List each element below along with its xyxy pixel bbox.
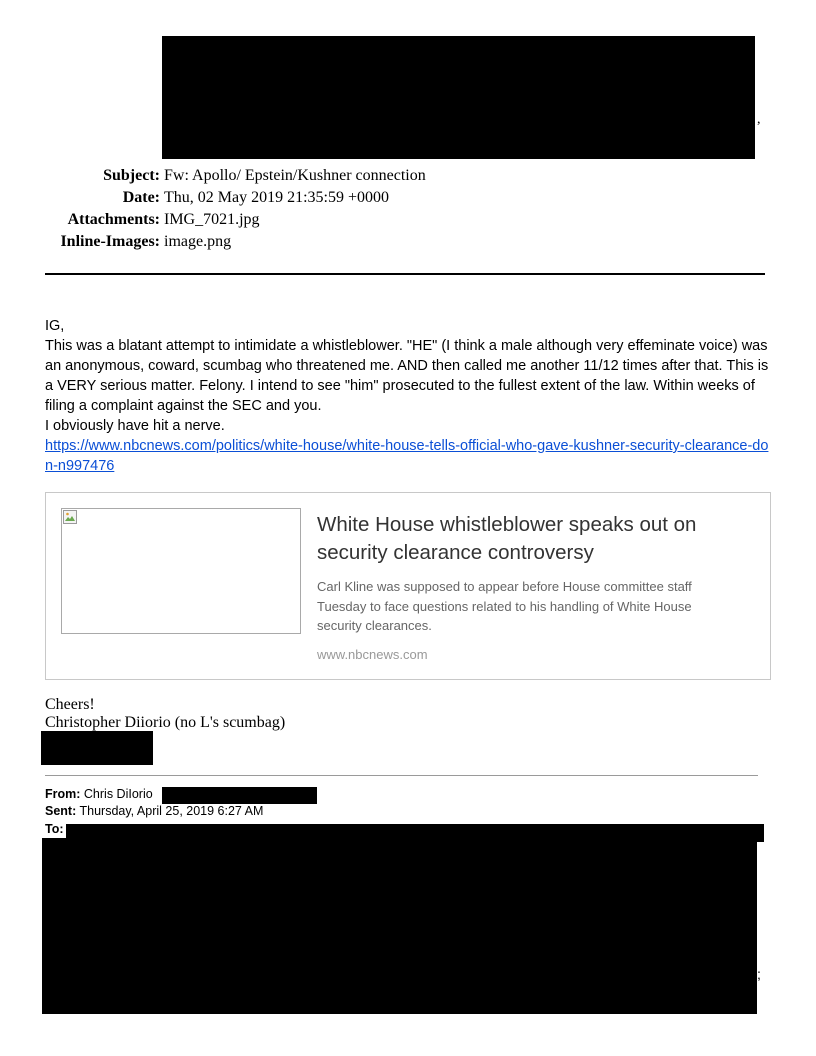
attachments-label: Attachments: (67, 211, 160, 228)
date-label: Date: (122, 189, 160, 206)
header-stray-char: , (757, 112, 761, 127)
forward-sent-label: Sent: (45, 804, 77, 818)
subject-label: Subject: (103, 167, 160, 184)
forward-to-label: To: (45, 822, 64, 836)
attachments-row (40, 210, 260, 230)
redaction-block-signature (41, 731, 153, 765)
redaction-block-recipients (42, 838, 757, 1014)
signature-name: Christopher Diiorio (no L's scumbag) (45, 714, 286, 731)
body-paragraph: This was a blatant attempt to intimidate a whistleblower. "HE" (I think a male although very effeminate voice) was an anonymous, coward, scumbag who threatened me. AND then called me another 11/12 times after that. This is a VERY serious matter. Felony. I intend to see "him" prosecuted to the fullest extent of the law. Within weeks of filing a complaint against the SEC and you. (45, 338, 769, 414)
forward-sent-row (45, 803, 263, 820)
attachments-value: IMG_7021.jpg (164, 211, 260, 228)
link-preview-card[interactable] (45, 492, 771, 680)
forward-from-value: Chris DiIorio (83, 787, 153, 801)
header-divider (45, 273, 765, 275)
broken-image-icon (63, 510, 77, 524)
date-row (40, 188, 389, 208)
greeting: IG, (45, 318, 65, 334)
forward-to-row (45, 821, 64, 838)
forward-divider (45, 775, 758, 776)
recipients-stray-char: ; (757, 966, 761, 982)
message-body (45, 316, 775, 476)
preview-title[interactable]: White House whistleblower speaks out on security clearance controversy (317, 513, 697, 564)
preview-description: Carl Kline was supposed to appear before House committee staff Tuesday to face questions related to his handling of White House security clearances. (317, 579, 692, 633)
signature-cheers: Cheers! (45, 696, 95, 713)
forward-from-row (45, 786, 153, 803)
closing-line: I obviously have hit a nerve. (45, 418, 225, 434)
forward-sent-value: Thursday, April 25, 2019 6:27 AM (79, 804, 264, 818)
article-link[interactable]: https://www.nbcnews.com/politics/white-house/white-house-tells-official-who-gave-kushner-security-clearance-don-n997476 (45, 438, 769, 474)
subject-value: Fw: Apollo/ Epstein/Kushner connection (164, 167, 426, 184)
inline-images-row (40, 232, 231, 252)
preview-domain: www.nbcnews.com (317, 647, 428, 662)
inline-images-value: image.png (164, 233, 232, 250)
forward-from-label: From: (45, 787, 81, 801)
subject-row (40, 166, 426, 186)
date-value: Thu, 02 May 2019 21:35:59 +0000 (164, 189, 390, 206)
redaction-block-header (162, 36, 755, 159)
preview-image (61, 508, 301, 634)
redaction-block-from-email (162, 787, 317, 804)
inline-images-label: Inline-Images: (60, 233, 160, 250)
